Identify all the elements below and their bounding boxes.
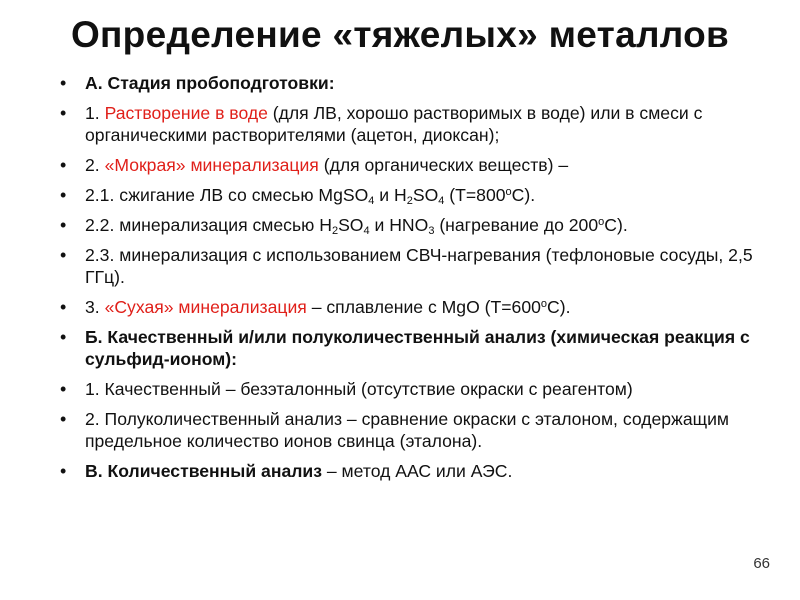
list-item bbox=[60, 154, 780, 176]
highlight-text: Растворение в воде bbox=[104, 103, 268, 123]
list-item bbox=[60, 244, 780, 288]
item-text: 2.2. минерализация смесью H bbox=[85, 215, 332, 235]
item-text: 2.3. минерализация с использованием СВЧ-нагревания (тефлоновые сосуды, 2,5 ГГц). bbox=[85, 245, 753, 287]
list-item bbox=[60, 460, 780, 482]
list-item bbox=[60, 102, 780, 146]
item-text: А. Стадия пробоподготовки: bbox=[85, 73, 335, 93]
slide-title: Определение «тяжелых» металлов bbox=[70, 14, 730, 55]
list-item bbox=[60, 408, 780, 452]
item-text: (нагревание до 200 bbox=[434, 215, 599, 235]
list-item bbox=[60, 296, 780, 318]
item-text: 2.1. сжигание ЛВ со смесью MgSO bbox=[85, 185, 369, 205]
item-text: 1. bbox=[85, 103, 105, 123]
superscript: o bbox=[505, 186, 512, 198]
item-text: В. Количественный анализ bbox=[85, 461, 322, 481]
superscript: o bbox=[598, 216, 605, 228]
item-text: – метод ААС или АЭС. bbox=[321, 461, 513, 481]
list-item bbox=[60, 72, 780, 94]
subscript: 2 bbox=[331, 225, 339, 237]
item-text: Б. Качественный и/или полуколичественный анализ (химическая реакция с сульфид-ионом): bbox=[85, 327, 750, 369]
item-text: – сплавление с MgO (T=600 bbox=[306, 297, 541, 317]
item-text: (для органических веществ) – bbox=[318, 155, 569, 175]
subscript: 2 bbox=[406, 195, 413, 207]
item-text: и H bbox=[374, 185, 407, 205]
subscript: 4 bbox=[363, 225, 370, 237]
item-text: (для ЛВ, хорошо растворимых в воде) или в смеси с органическими растворителями (ацетон, диоксан); bbox=[85, 103, 703, 145]
bullet-list bbox=[60, 72, 780, 490]
subscript: 4 bbox=[438, 195, 445, 207]
item-text: (T=800 bbox=[444, 185, 506, 205]
superscript: o bbox=[540, 298, 548, 310]
list-item bbox=[60, 214, 780, 236]
page-number: 66 bbox=[753, 555, 770, 572]
item-text: 1. Качественный – безэталонный (отсутствие окраски с реагентом) bbox=[85, 379, 633, 399]
subscript: 3 bbox=[428, 225, 435, 237]
item-text: C). bbox=[547, 297, 571, 317]
highlight-text: «Мокрая» минерализация bbox=[104, 155, 319, 175]
list-item bbox=[60, 378, 780, 400]
item-text: SO bbox=[412, 185, 439, 205]
item-text: 2. Полуколичественный анализ – сравнение окраски с эталоном, содержащим предельное количество ионов свинца (эталона). bbox=[85, 409, 730, 451]
subscript: 4 bbox=[368, 195, 375, 207]
highlight-text: «Сухая» минерализация bbox=[104, 297, 307, 317]
item-text: 3. bbox=[85, 297, 105, 317]
item-text: SO bbox=[338, 215, 364, 235]
item-text: C). bbox=[511, 185, 536, 205]
item-text: 2. bbox=[85, 155, 105, 175]
item-text: C). bbox=[604, 215, 628, 235]
list-item bbox=[60, 184, 780, 206]
item-text: и HNO bbox=[369, 215, 429, 235]
list-item bbox=[60, 326, 780, 370]
